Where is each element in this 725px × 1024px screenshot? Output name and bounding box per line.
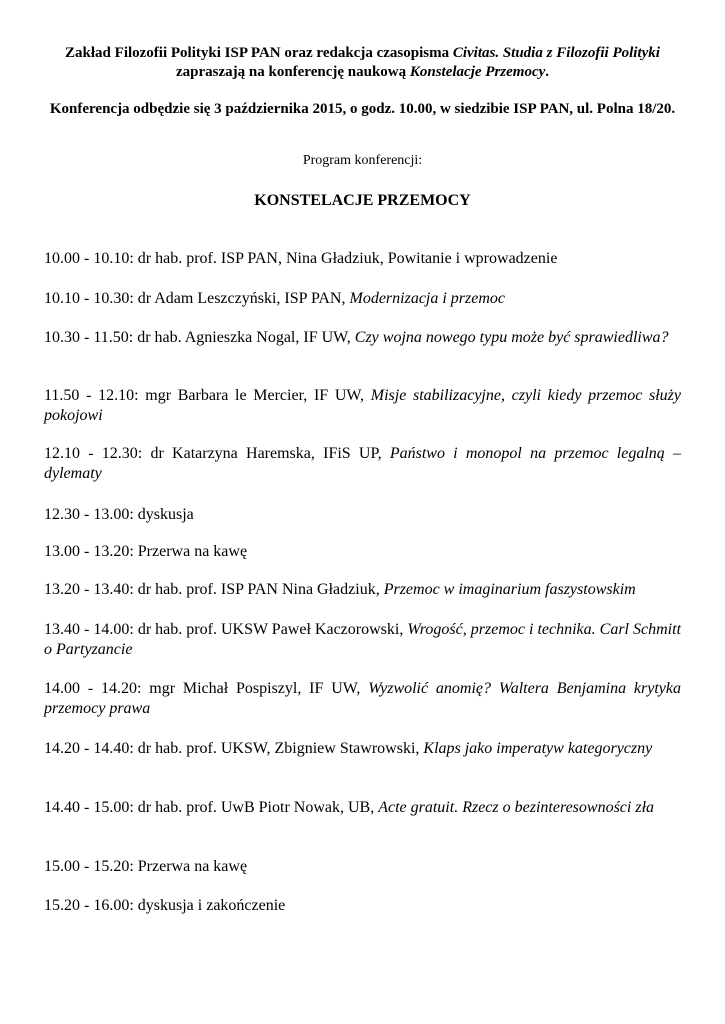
item-speaker: Przerwa na kawę: [133, 858, 248, 875]
program-item: [44, 289, 681, 309]
item-speaker: dyskusja i zakończenie: [133, 897, 286, 914]
program-title: KONSTELACJE PRZEMOCY: [254, 192, 471, 209]
program-item: [44, 444, 681, 484]
item-talk-title: Wrogość, przemoc i technika. Carl Schmitt o Partyzancie: [44, 621, 682, 658]
program-item: [44, 679, 681, 719]
item-speaker: dr hab. prof. ISP PAN Nina Gładziuk,: [133, 581, 384, 598]
item-talk-title: Przemoc w imaginarium faszystowskim: [383, 581, 636, 598]
item-time: 11.50 - 12.10:: [44, 387, 139, 404]
conference-info: Konferencja odbędzie się 3 października 2015, o godz. 10.00, w siedzibie ISP PAN, ul. Polna 18/20.: [49, 101, 676, 117]
item-time: 13.40 - 14.00:: [44, 621, 134, 638]
item-talk-title: Państwo i monopol na przemoc legalną – dylematy: [44, 445, 681, 482]
item-talk-title: Acte gratuit. Rzecz o bezinteresowności zła: [378, 799, 655, 816]
item-speaker: dr hab. prof. ISP PAN, Nina Gładziuk,: [133, 250, 388, 267]
item-talk-title: Wyzwolić anomię? Waltera Benjamina krytyka przemocy prawa: [44, 680, 681, 717]
program-item: [44, 739, 681, 759]
program-label: Program konferencji:: [302, 153, 423, 168]
intro-line2-prefix: zapraszają na konferencję naukową: [175, 64, 410, 80]
program-item: [44, 505, 681, 525]
item-speaker: dr hab. Agnieszka Nogal, IF UW,: [133, 329, 355, 346]
item-speaker: mgr Barbara le Mercier, IF UW,: [138, 387, 371, 404]
item-time: 14.40 - 15.00:: [44, 799, 134, 816]
item-speaker: dr hab. prof. UKSW Paweł Kaczorowski,: [133, 621, 408, 638]
program-item: [44, 798, 681, 818]
program-item: [44, 386, 681, 426]
program-item: [44, 896, 681, 916]
item-time: 10.00 - 10.10:: [44, 250, 134, 267]
item-speaker: dr hab. prof. UKSW, Zbigniew Stawrowski,: [133, 740, 424, 757]
item-speaker: mgr Michał Pospiszyl, IF UW,: [141, 680, 369, 697]
item-time: 10.10 - 10.30:: [44, 290, 134, 307]
item-time: 12.30 - 13.00:: [44, 506, 134, 523]
item-time: 14.20 - 14.40:: [44, 740, 134, 757]
journal-title: Civitas. Studia z Filozofii Polityki: [452, 45, 660, 61]
item-time: 15.20 - 16.00:: [44, 897, 134, 914]
intro-line2-suffix: .: [545, 64, 550, 80]
item-talk-title: Czy wojna nowego typu może być sprawiedliwa?: [354, 329, 669, 346]
program-item: [44, 542, 681, 562]
invitation-header: [40, 44, 685, 82]
item-speaker: dr Adam Leszczyński, ISP PAN,: [133, 290, 350, 307]
item-talk-title: Modernizacja i przemoc: [349, 290, 506, 307]
item-time: 13.20 - 13.40:: [44, 581, 134, 598]
item-speaker: dr Katarzyna Haremska, IFiS UP,: [142, 445, 390, 462]
item-after: Powitanie i wprowadzenie: [387, 250, 558, 267]
item-speaker: dr hab. prof. UwB Piotr Nowak, UB,: [133, 799, 379, 816]
program-item: [44, 857, 681, 877]
item-time: 10.30 - 11.50:: [44, 329, 134, 346]
program-item: [44, 620, 681, 660]
intro-line1-prefix: Zakład Filozofii Polityki ISP PAN oraz redakcja czasopisma: [65, 45, 453, 61]
item-speaker: dyskusja: [133, 506, 194, 523]
conference-name: Konstelacje Przemocy: [409, 64, 546, 80]
item-time: 12.10 - 12.30:: [44, 445, 143, 462]
program-item: [44, 249, 681, 269]
item-time: 14.00 - 14.20:: [44, 680, 142, 697]
item-time: 15.00 - 15.20:: [44, 858, 134, 875]
item-talk-title: Klaps jako imperatyw kategoryczny: [423, 740, 653, 757]
program-item: [44, 328, 681, 348]
item-speaker: Przerwa na kawę: [133, 543, 248, 560]
item-time: 13.00 - 13.20:: [44, 543, 134, 560]
program-item: [44, 580, 681, 600]
item-talk-title: Misje stabilizacyjne, czyli kiedy przemoc służy pokojowi: [44, 387, 682, 424]
